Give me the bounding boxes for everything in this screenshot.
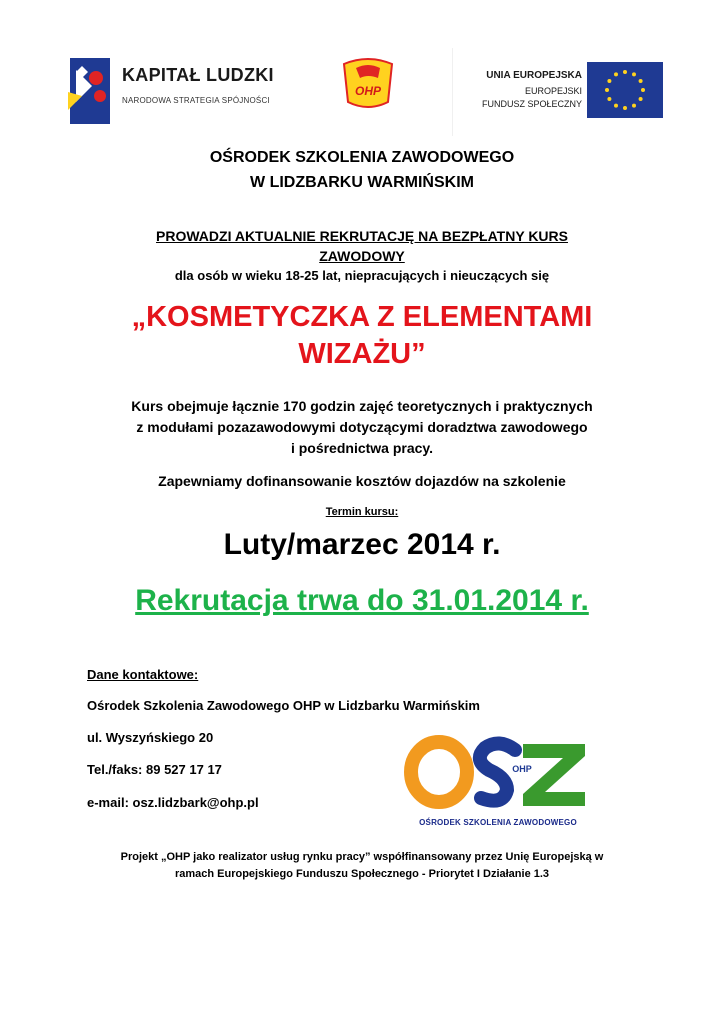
kapital-ludzki-subtitle: NARODOWA STRATEGIA SPÓJNOŚCI [122,96,270,105]
funding-note: Zapewniamy dofinansowanie kosztów dojazdów na szkolenie [158,473,566,489]
contact-address: ul. Wyszyńskiego 20 [87,730,214,745]
course-description-line1: Kurs obejmuje łącznie 170 godzin zajęć teoretycznych i praktycznych [131,398,593,414]
course-description-line2: z modułami pozazawodowymi dotyczącymi doradztwa zawodowego [136,419,588,435]
eu-star-icon [641,88,645,92]
eu-title: UNIA EUROPEJSKA [486,70,582,81]
kapital-ludzki-logo [62,52,292,130]
osz-logo-subtitle: OŚRODEK SZKOLENIA ZAWODOWEGO [419,818,577,827]
eu-star-icon [632,72,636,76]
organization-line1: OŚRODEK SZKOLENIA ZAWODOWEGO [209,149,515,166]
contact-phone: Tel./faks: 89 527 17 17 [87,762,222,777]
eu-star-icon [614,104,618,108]
contact-email: e-mail: osz.lidzbark@ohp.pl [87,795,259,810]
eu-star-icon [632,104,636,108]
eu-star-icon [605,88,609,92]
recruitment-line2: ZAWODOWY [319,248,405,264]
eu-star-icon [639,97,643,101]
footer-line1: Projekt „OHP jako realizator usług rynku pracy” współfinansowany przez Unię Europejską w [120,851,604,863]
contact-heading: Dane kontaktowe: [87,667,199,682]
organization-line2: W LIDZBARKU WARMIŃSKIM [250,174,474,191]
target-group: dla osób w wieku 18-25 lat, niepracujących i nieuczących się [174,268,550,283]
course-description-line3: i pośrednictwa pracy. [290,440,434,456]
eu-star-icon [607,97,611,101]
eu-star-icon [607,79,611,83]
eu-star-icon [639,79,643,83]
kapital-ludzki-title: KAPITAŁ LUDZKI [122,65,274,85]
ohp-logo [338,56,398,110]
recruitment-line1: PROWADZI AKTUALNIE REKRUTACJĘ NA BEZPŁATNY KURS [156,228,568,244]
recruitment-deadline: Rekrutacja trwa do 31.01.2014 r. [135,584,589,617]
eu-star-icon [614,72,618,76]
osz-badge-text: OHP [512,764,532,774]
ohp-logo-text: OHP [354,84,381,98]
eu-star-icon [623,70,627,74]
osz-logo [403,730,593,832]
eu-line1: EUROPEJSKI [524,86,582,96]
term-value: Luty/marzec 2014 r. [223,528,501,561]
eu-star-icon [623,106,627,110]
eu-flag-icon [587,62,663,118]
course-title-line2: WIZAŻU” [298,338,426,370]
eu-line2: FUNDUSZ SPOŁECZNY [481,99,582,109]
course-title-line1: „KOSMETYCZKA Z ELEMENTAMI [131,301,593,333]
footer-line2: ramach Europejskiego Funduszu Społecznego - Priorytet I Działanie 1.3 [174,868,550,880]
term-label: Termin kursu: [325,506,399,518]
contact-organization: Ośrodek Szkolenia Zawodowego OHP w Lidzbarku Warmińskim [87,698,480,713]
